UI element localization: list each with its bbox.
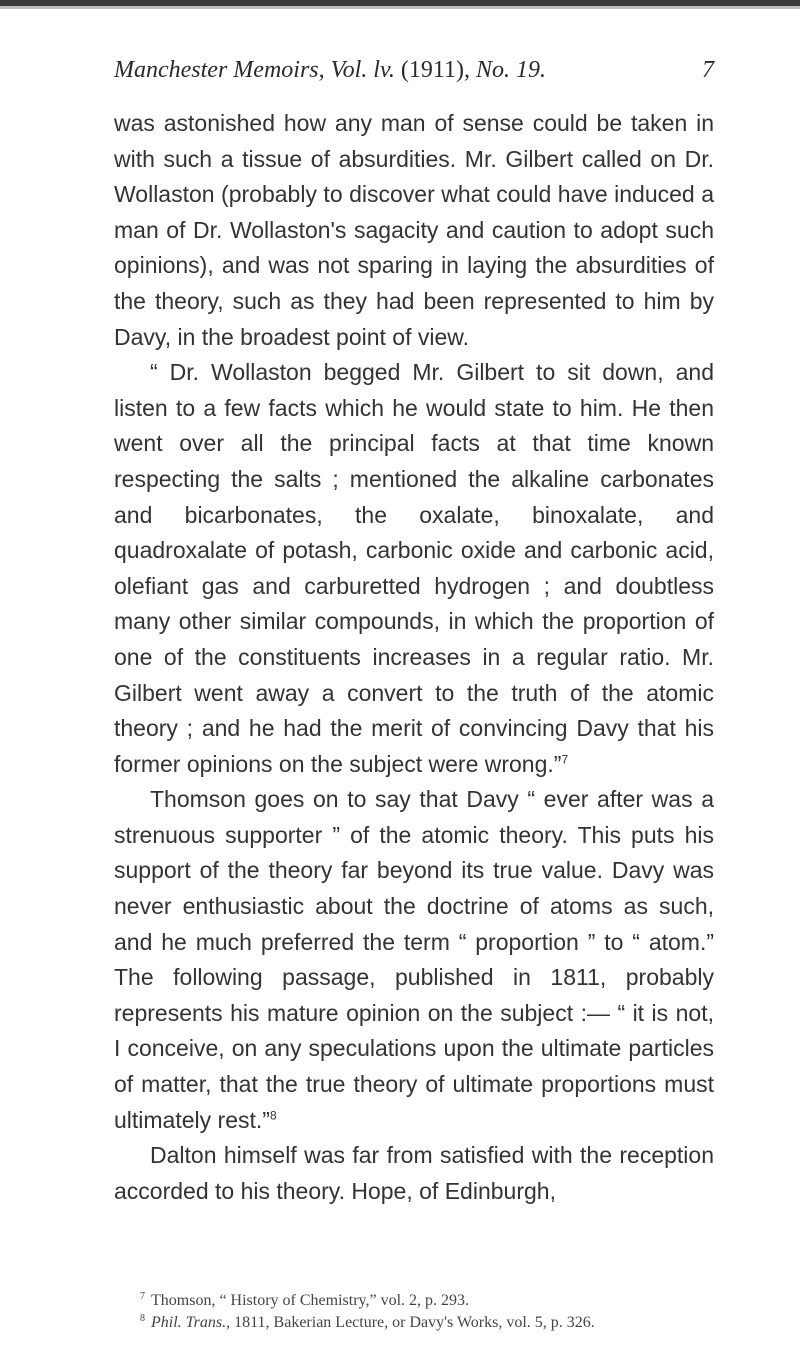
body-text <box>114 106 714 1209</box>
footnote-text: 1811, Bakerian Lecture, or Davy's Works, vol. 5, p. 326. <box>230 1314 595 1331</box>
volume-label: Vol. lv. <box>330 57 395 83</box>
footnote-ref-7[interactable]: 7 <box>561 752 569 767</box>
paragraph-3 <box>114 782 714 1138</box>
paragraph-1-text: was astonished how any man of sense could be taken in with such a tissue of absurdities. Mr. Gilbert called on Dr. Wollaston (probably to discover what could have induced a man of Dr. Wollaston's sagacity and caution to adopt such opinions), and was not sparing in laying the absurdities of the theory, such as they had been represented to him by Davy, in the broadest point of view. <box>114 110 714 350</box>
journal-title: Manchester Memoirs, <box>114 57 325 83</box>
number-label: No. 19. <box>475 57 546 83</box>
footnotes <box>140 1290 720 1334</box>
paragraph-4 <box>114 1138 714 1209</box>
paragraph-4-text: Dalton himself was far from satisfied with the reception accorded to his theory. Hope, of Edinburgh, <box>114 1142 714 1204</box>
paragraph-2-text: “ Dr. Wollaston begged Mr. Gilbert to sit down, and listen to a few facts which he would state to him. He then went over all the principal facts at that time known respecting the salts ; mentioned the alkaline carbonates and bicarbonates, the oxalate, binoxalate, and quadroxalate of potash, carbonic oxide and carbonic acid, olefiant gas and carburetted hydrogen ; and doubtless many other similar compounds, in which the proportion of one of the constituents increases in a regular ratio. Mr. Gilbert went away a convert to the truth of the atomic theory ; and he had the merit of convincing Davy that his former opinions on the subject were wrong.” <box>114 359 714 777</box>
year-label: (1911), <box>400 57 470 83</box>
page-top-shadow <box>0 6 800 9</box>
footnote-mark: 8 <box>140 1312 145 1324</box>
paragraph-1 <box>114 106 714 355</box>
running-header <box>114 50 714 90</box>
footnote-source-title: Phil. Trans., <box>151 1314 231 1331</box>
footnote-mark: 7 <box>140 1290 145 1302</box>
page-number: 7 <box>702 57 714 83</box>
paragraph-3-text: Thomson goes on to say that Davy “ ever after was a strenuous supporter ” of the atomic theory. This puts his support of the theory far beyond its true value. Davy was never enthusiastic about the doctrine of atoms as such, and he much preferred the term “ proportion ” to “ atom.” The following passage, published in 1811, probably represents his mature opinion on the subject :— “ it is not, I conceive, on any speculations upon the ultimate particles of matter, that the true theory of ultimate proportions must ultimately rest.” <box>114 786 714 1133</box>
footnote-text: Thomson, “ History of Chemistry,” vol. 2, p. 293. <box>151 1292 470 1309</box>
footnote-8 <box>140 1312 720 1334</box>
footnote-ref-8[interactable]: 8 <box>269 1107 277 1122</box>
paragraph-2 <box>114 355 714 782</box>
footnote-7 <box>140 1290 720 1312</box>
